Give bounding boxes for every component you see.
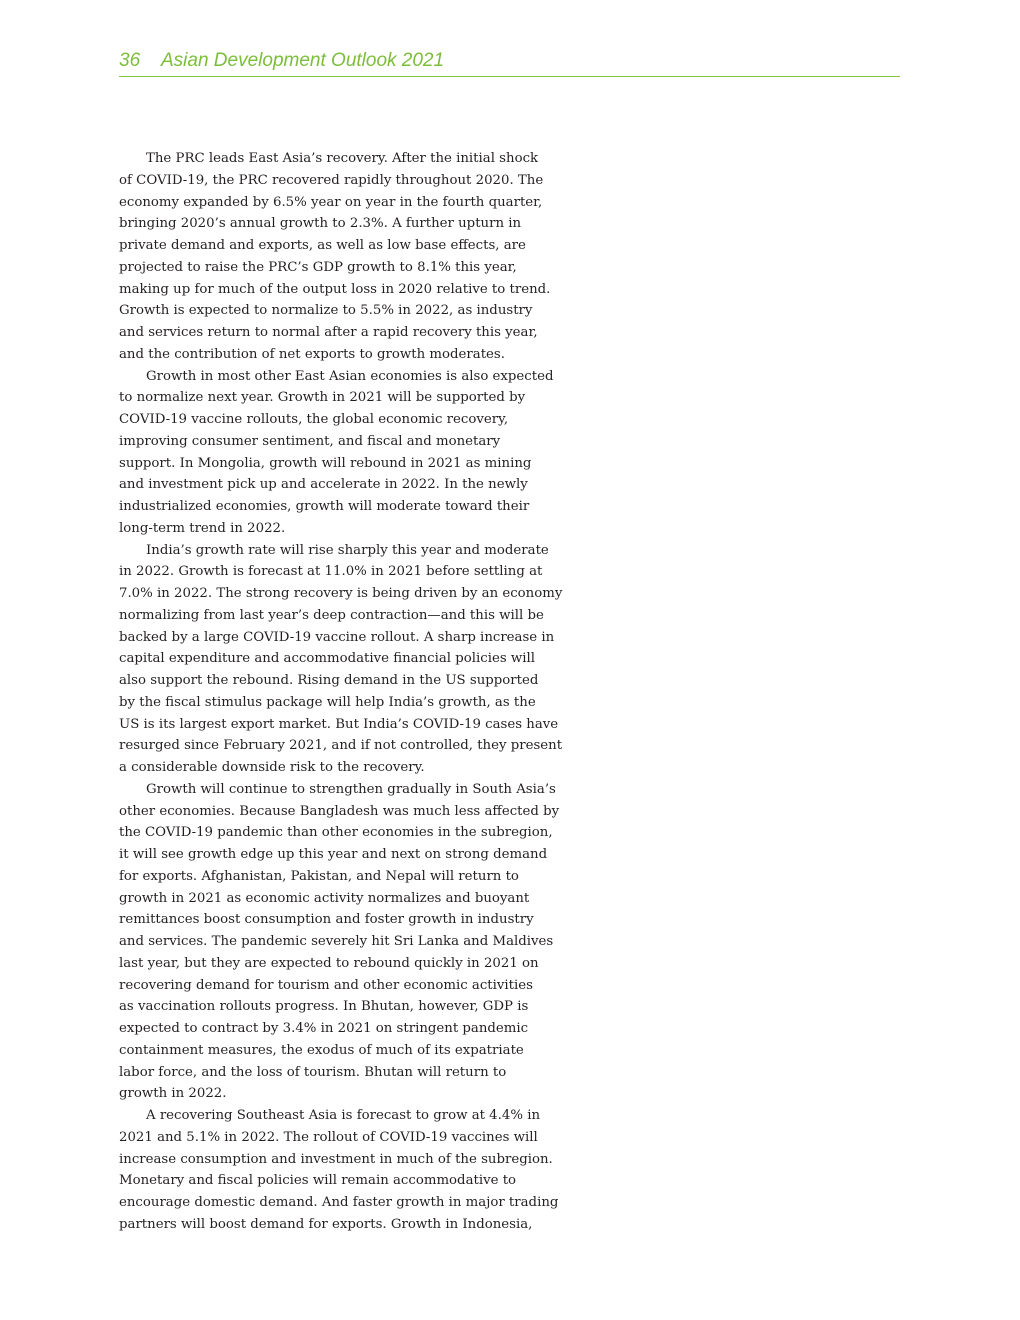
text-line: increase consumption and investment in much of the subregion. [119,1151,553,1167]
text-line: recovering demand for tourism and other economic activities [119,977,533,993]
text-line: 2021 and 5.1% in 2022. The rollout of COVID-19 vaccines will [119,1129,538,1145]
text-line: partners will boost demand for exports. Growth in Indonesia, [119,1216,533,1232]
text-line: and investment pick up and accelerate in 2022. In the newly [119,477,528,493]
text-line: making up for much of the output loss in 2020 relative to trend. [119,281,551,297]
text-line: remittances boost consumption and foster growth in industry [119,912,534,928]
publication-title: Asian Development Outlook 2021 [161,50,445,71]
text-line: economy expanded by 6.5% year on year in the fourth quarter, [119,194,543,210]
text-line: as vaccination rollouts progress. In Bhutan, however, GDP is [119,999,529,1015]
text-line: growth in 2021 as economic activity normalizes and buoyant [119,890,530,906]
text-line: Growth in most other East Asian economies is also expected [146,368,554,384]
text-line: COVID-19 vaccine rollouts, the global economic recovery, [119,412,509,427]
text-line: and services. The pandemic severely hit Sri Lanka and Maldives [119,934,554,949]
paragraph-east-asia [119,366,604,540]
text-line: and services return to normal after a rapid recovery this year, [119,325,538,340]
text-line: the COVID-19 pandemic than other economies in the subregion, [119,825,553,841]
text-line: Growth will continue to strengthen gradually in South Asia’s [146,781,556,797]
text-line: it will see growth edge up this year and next on strong demand [119,847,548,862]
text-line: 7.0% in 2022. The strong recovery is being driven by an economy [119,586,563,601]
text-line: in 2022. Growth is forecast at 11.0% in 2021 before settling at [119,564,543,580]
text-line: improving consumer sentiment, and fiscal and monetary [119,433,501,449]
text-line: a considerable downside risk to the recovery. [119,760,425,775]
text-line: bringing 2020’s annual growth to 2.3%. A further upturn in [119,216,522,232]
text-line: Growth is expected to normalize to 5.5% in 2022, as industry [119,303,533,319]
paragraph-south-asia [119,779,604,1105]
text-line: A recovering Southeast Asia is forecast to grow at 4.4% in [146,1108,541,1123]
text-line: for exports. Afghanistan, Pakistan, and Nepal will return to [119,868,519,884]
text-line: to normalize next year. Growth in 2021 will be supported by [119,390,526,406]
text-line: Monetary and fiscal policies will remain accommodative to [119,1173,517,1189]
text-line: also support the rebound. Rising demand in the US supported [119,673,539,688]
text-line: containment measures, the exodus of much of its expatriate [119,1042,524,1058]
text-line: industrialized economies, growth will moderate toward their [119,499,530,514]
text-line: capital expenditure and accommodative financial policies will [119,651,536,667]
page-number: 36 [119,50,141,71]
text-line: projected to raise the PRC’s GDP growth to 8.1% this year, [119,259,517,275]
text-line: normalizing from last year’s deep contraction—and this will be [119,607,544,623]
text-line: India’s growth rate will rise sharply this year and moderate [146,542,549,558]
text-line: The PRC leads East Asia’s recovery. After the initial shock [146,151,539,166]
text-line: resurged since February 2021, and if not controlled, they present [119,738,563,754]
text-line: other economies. Because Bangladesh was much less affected by [119,803,560,819]
paragraph-india [119,540,604,779]
text-line: private demand and exports, as well as low base effects, are [119,238,526,253]
paragraph-prc-recovery [119,148,604,366]
paragraph-southeast-asia [119,1105,604,1236]
text-line: long-term trend in 2022. [119,520,286,536]
text-line: encourage domestic demand. And faster growth in major trading [119,1195,559,1210]
text-line: labor force, and the loss of tourism. Bhutan will return to [119,1064,507,1080]
text-line: backed by a large COVID-19 vaccine rollout. A sharp increase in [119,629,555,645]
text-line: growth in 2022. [119,1086,227,1102]
text-line: US is its largest export market. But India’s COVID-19 cases have [119,716,559,732]
text-line: expected to contract by 3.4% in 2021 on stringent pandemic [119,1021,529,1036]
text-line: and the contribution of net exports to growth moderates. [119,346,505,362]
text-line: of COVID-19, the PRC recovered rapidly throughout 2020. The [119,172,544,188]
text-line: support. In Mongolia, growth will rebound in 2021 as mining [119,455,532,471]
running-header [119,50,900,77]
text-line: last year, but they are expected to rebound quickly in 2021 on [119,955,539,971]
body-text [119,148,604,1236]
text-line: by the fiscal stimulus package will help India’s growth, as the [119,694,536,710]
